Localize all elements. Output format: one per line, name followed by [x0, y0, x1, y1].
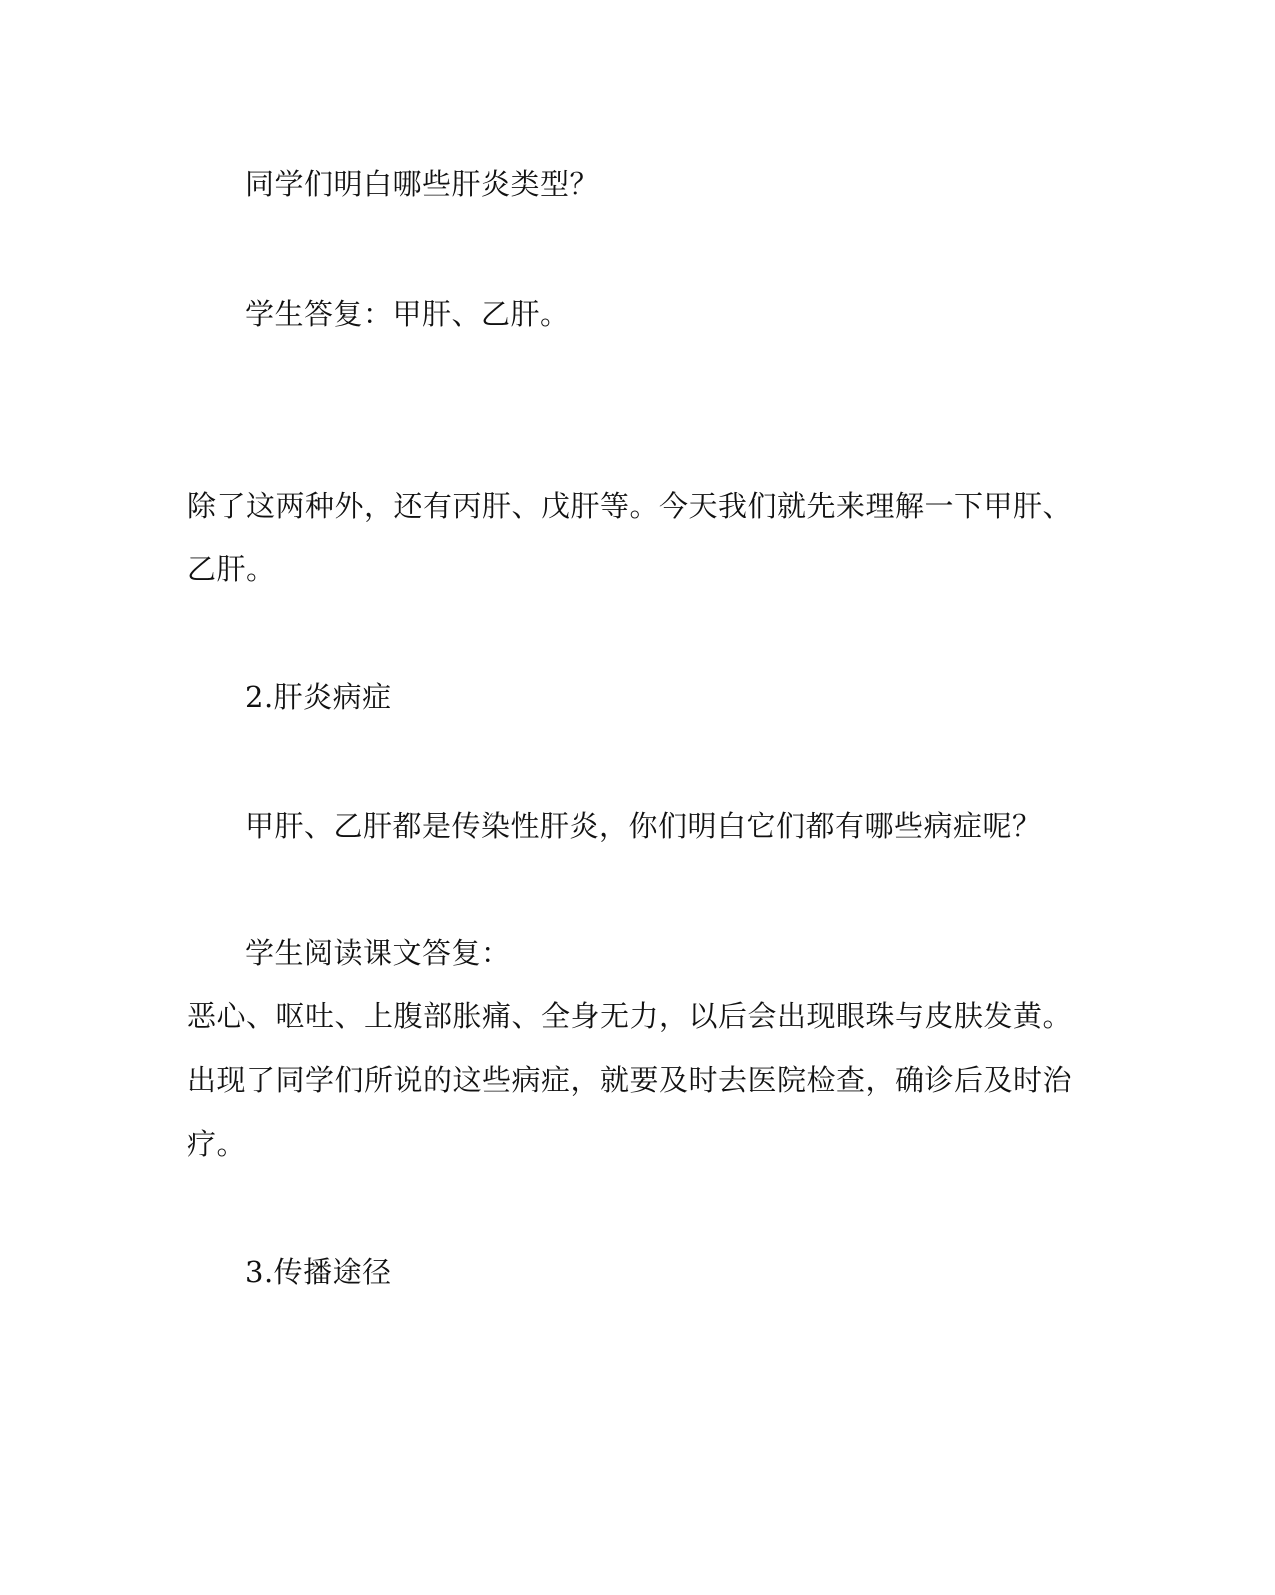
- explanation-line-2: 乙肝。: [187, 552, 276, 586]
- symptoms-line-2: 出现了同学们所说的这些病症，就要及时去医院检查，确诊后及时治: [187, 1063, 1073, 1097]
- symptoms-line-1: 恶心、呕吐、上腹部胀痛、全身无力，以后会出现眼珠与皮肤发黄。: [187, 999, 1073, 1033]
- student-reading-answer-label: 学生阅读课文答复：: [245, 936, 511, 970]
- symptoms-question-paragraph: 甲肝、乙肝都是传染性肝炎，你们明白它们都有哪些病症呢？: [245, 809, 1042, 843]
- section-heading-symptoms: 2.肝炎病症: [245, 680, 392, 714]
- symptoms-line-3: 疗。: [187, 1127, 247, 1161]
- question-paragraph: 同学们明白哪些肝炎类型？: [245, 167, 600, 201]
- section-heading-transmission: 3.传播途径: [245, 1255, 392, 1289]
- explanation-line-1: 除了这两种外，还有丙肝、戊肝等。今天我们就先来理解一下甲肝、: [187, 489, 1073, 523]
- student-answer-paragraph: 学生答复：甲肝、乙肝。: [245, 297, 570, 331]
